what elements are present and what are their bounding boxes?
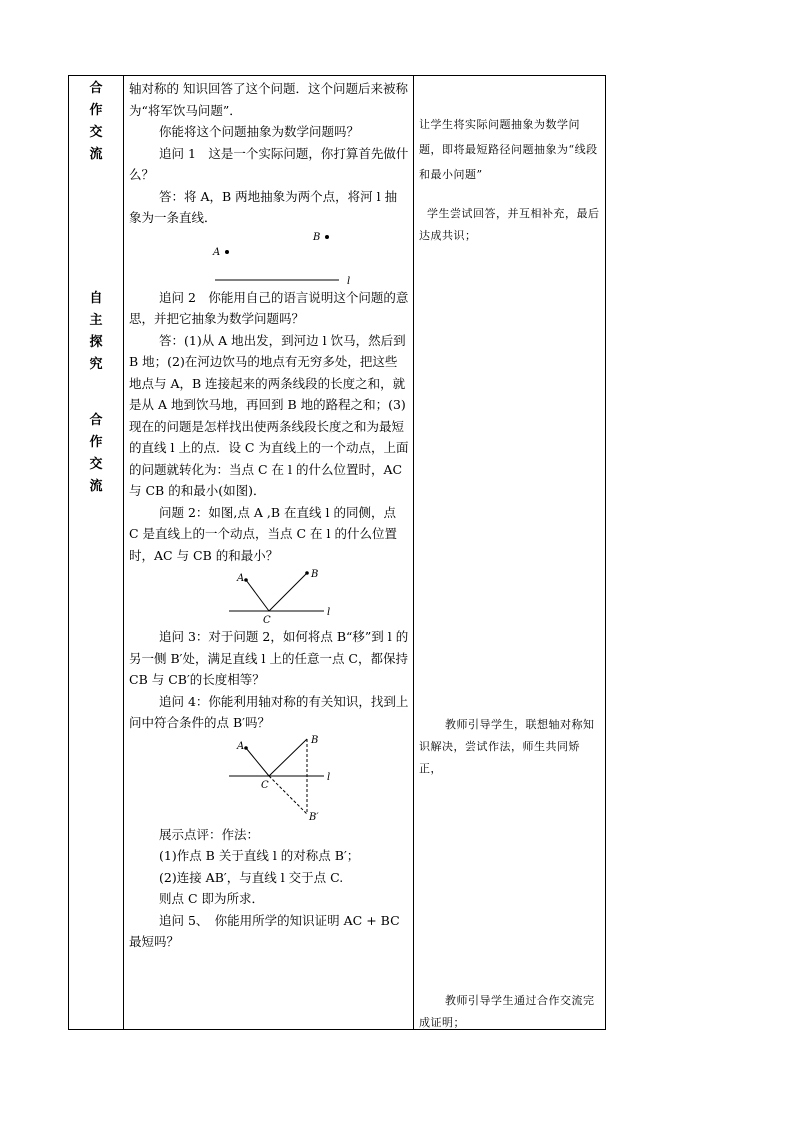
paragraph: 你能将这个问题抽象为数学问题吗？ xyxy=(159,124,360,139)
paragraph: 答：(1)从 A 地出发，到河边 l 饮马，然后到 B 地；(2)在河边饮马的地点有无穷多处，把这些地点与 A，B 连接起来的两条线段的长度之和，就是从 A 地到饮马地，再回到 B 地的路程之和；(3)现在的问题是怎样找出使两条线段长度之和为最短的直线 l 上的点．设 C 为直线上的一个动点，上面的问题就转化为：当点 C 在 l 的什么位置时，AC 与 CB 的和最小(如图)． xyxy=(129,332,409,498)
point-a-dot xyxy=(225,250,229,254)
figure-points-line xyxy=(129,229,409,287)
paragraph: 追问 4：你能利用轴对称的有关知识，找到上问中符合条件的点 B′吗？ xyxy=(129,693,409,730)
lesson-content xyxy=(129,78,409,953)
point-a-label: A xyxy=(213,246,221,258)
teacher-note-consensus: 学生尝试回答，并互相补充，最后达成共识； xyxy=(419,207,600,242)
figure-ac-cb xyxy=(129,566,409,626)
point-a-dot xyxy=(244,578,248,582)
stage-label-self-inquiry: 自 主 探 究 xyxy=(89,291,103,372)
lesson-table xyxy=(68,75,606,1030)
point-b-label: B xyxy=(313,231,321,243)
point-a-label: A xyxy=(237,573,245,584)
point-b-dot xyxy=(325,235,329,239)
line-l-label: l xyxy=(327,771,331,783)
paragraph: (1)作点 B 关于直线 l 的对称点 B′； xyxy=(159,848,360,863)
segment-cb-prime xyxy=(269,776,307,814)
stage-label-cooperation: 合 作 交 流 xyxy=(89,81,103,162)
paragraph: 展示点评：作法： xyxy=(159,826,260,842)
column-divider xyxy=(413,76,414,1029)
column-divider xyxy=(123,76,124,1029)
segment-cb xyxy=(269,573,307,611)
point-c-label: C xyxy=(263,615,271,626)
segment-ac xyxy=(246,580,269,611)
line-l-label: l xyxy=(347,275,351,287)
paragraph: 问题 2：如图,点 A ,B 在直线 l 的同侧，点 C 是直线上的一个动点，当点 C 在 l 的什么位置时，AC 与 CB 的和最小？ xyxy=(129,504,397,563)
paragraph: 追问 1 这是一个实际问题，你打算首先做什么？ xyxy=(129,145,409,182)
point-a-label: A xyxy=(237,740,245,752)
teacher-note-symmetry: 教师引导学生，联想轴对称知识解决，尝试作法，师生共同矫正， xyxy=(419,718,595,775)
line-l-label: l xyxy=(327,607,331,618)
point-a-dot xyxy=(244,746,248,750)
column-divider xyxy=(605,76,606,1029)
paragraph: 追问 5、 你能用所学的知识证明 AC + BC 最短吗？ xyxy=(129,912,400,949)
paragraph: 追问 2 你能用自己的语言说明这个问题的意思，并把它抽象为数学问题吗？ xyxy=(129,289,409,326)
segment-ac xyxy=(246,748,269,776)
paragraph: 追问 3：对于问题 2，如何将点 B“移”到 l 的另一侧 B′处，满足直线 l 上的任意一点 C，都保持 CB 与 CB′的长度相等？ xyxy=(129,629,409,687)
paragraph: 答：将 A，B 两地抽象为两个点，将河 l 抽象为一条直线． xyxy=(129,188,398,225)
paragraph: (2)连接 AB′，与直线 l 交于点 C. xyxy=(159,869,344,885)
paragraph: 轴对称的 知识回答了这个问题．这个问题后来被称为“将军饮马问题”． xyxy=(129,81,408,118)
figure-reflection xyxy=(129,734,409,824)
point-b-prime-label: B′ xyxy=(309,811,319,823)
stage-label-cooperation-2: 合 作 交 流 xyxy=(89,413,103,494)
teacher-note-abstraction: 让学生将实际问题抽象为数学问题，即将最短路径问题抽象为“线段和最小问题” xyxy=(419,118,598,181)
teacher-note-proof: 教师引导学生通过合作交流完成证明； xyxy=(419,994,595,1029)
point-b-dot xyxy=(305,571,309,575)
point-b-label: B xyxy=(311,734,319,746)
point-c-label: C xyxy=(261,779,269,791)
point-b-label: B xyxy=(311,569,319,580)
paragraph: 则点 C 即为所求． xyxy=(159,891,265,906)
segment-cb xyxy=(269,739,307,776)
